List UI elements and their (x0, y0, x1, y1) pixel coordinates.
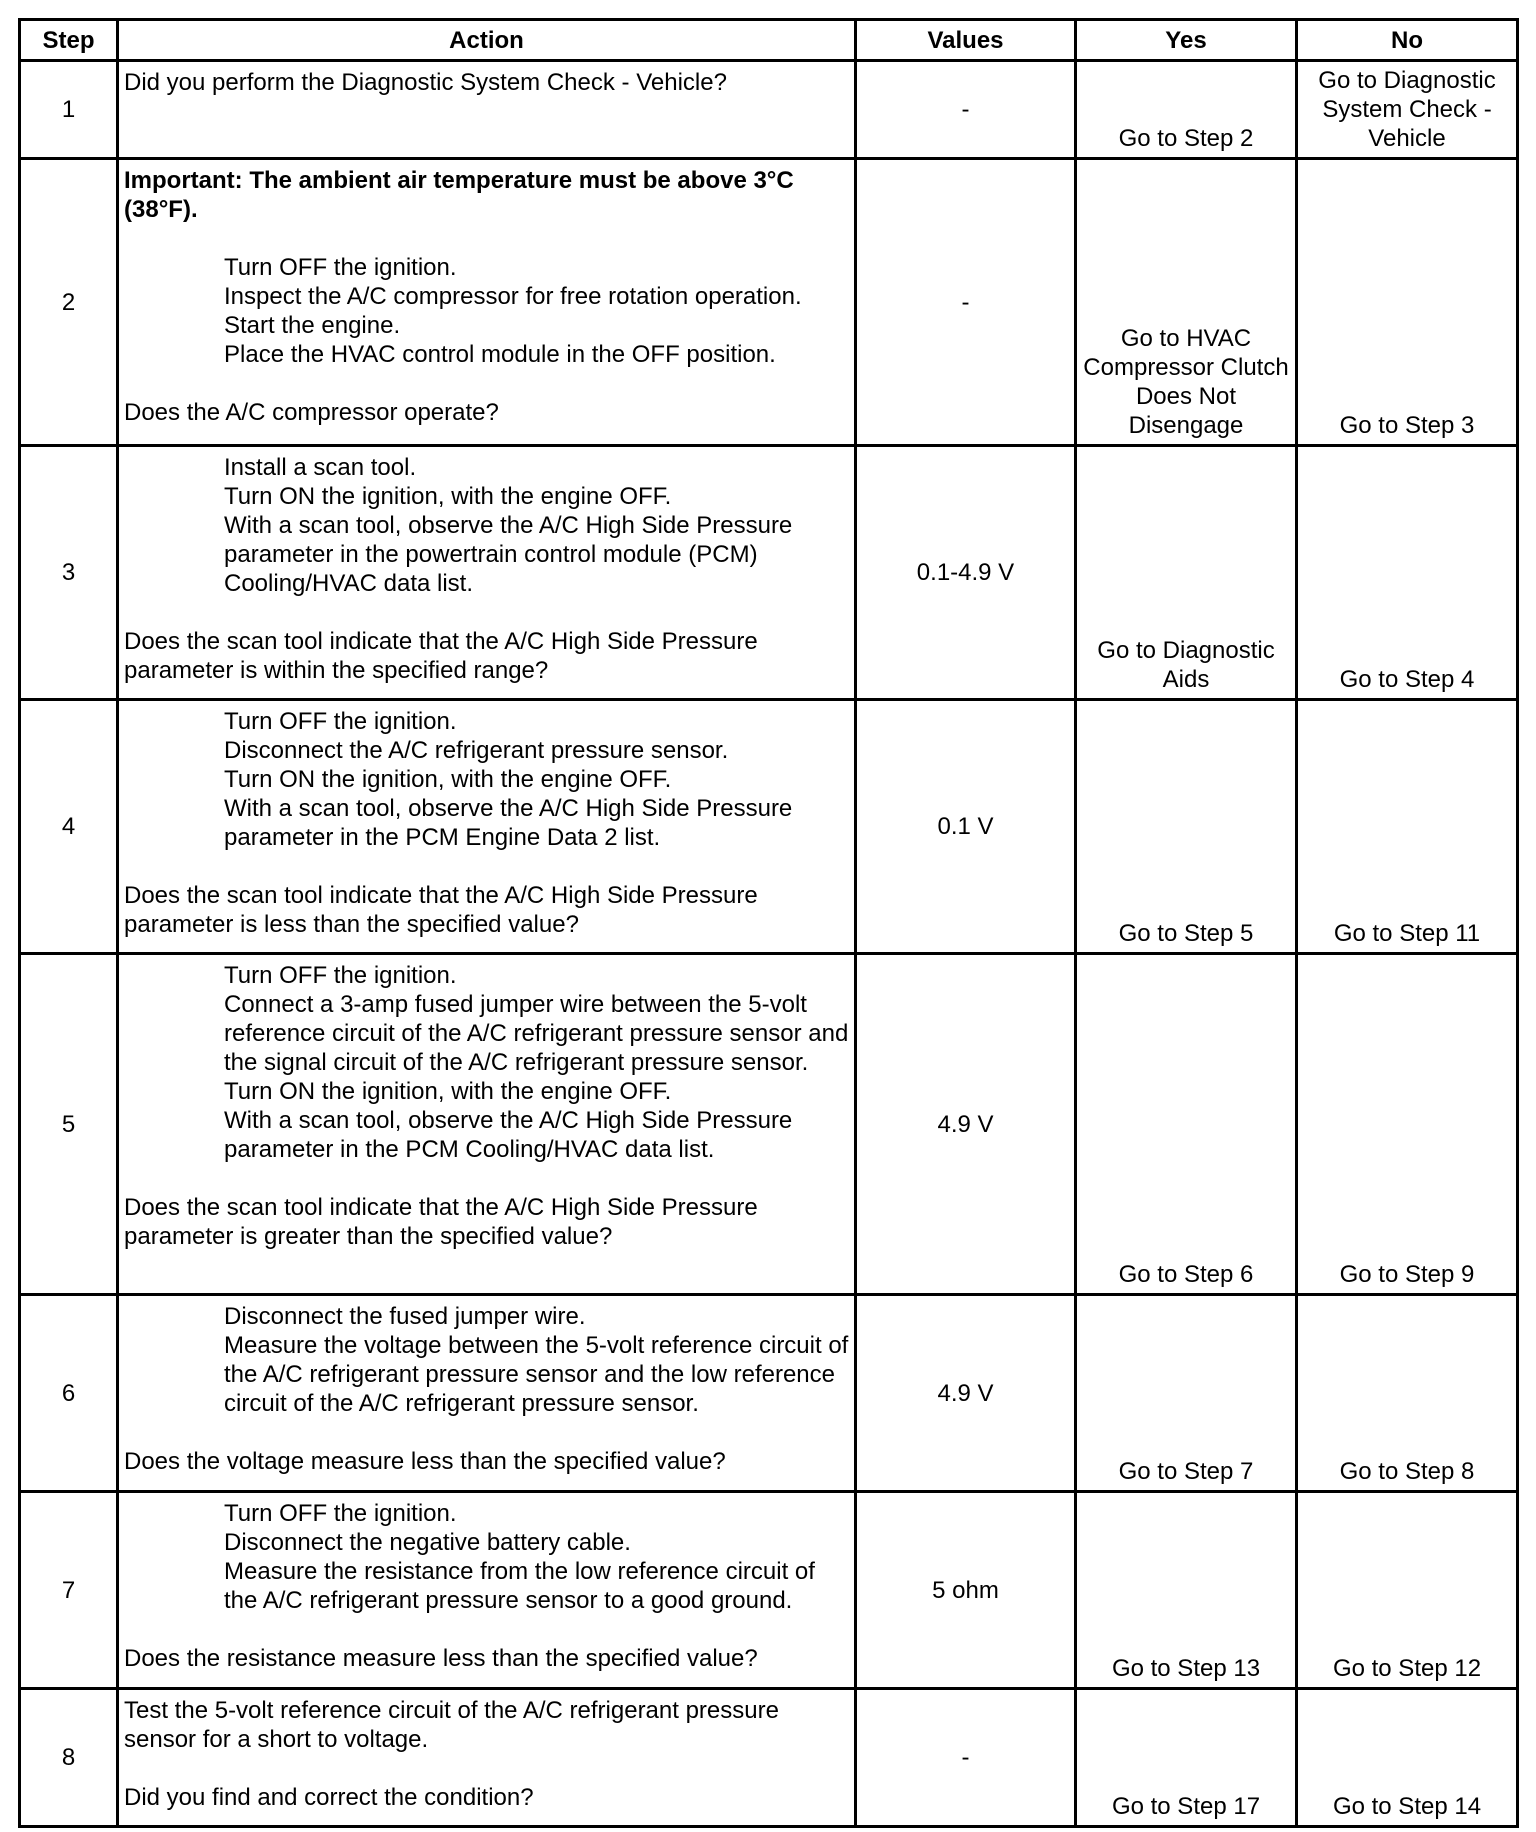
no-cell: Go to Step 8 (1297, 1295, 1518, 1492)
header-no: No (1297, 20, 1518, 61)
header-values: Values (856, 20, 1076, 61)
step-number: 4 (20, 700, 118, 954)
yes-cell: Go to Diagnostic Aids (1076, 446, 1297, 700)
substep: With a scan tool, observe the A/C High Side Pressure parameter in the PCM Engine Data 2 list. (224, 795, 793, 851)
action-cell (118, 700, 856, 954)
action-question: Does the scan tool indicate that the A/C High Side Pressure parameter is within the specified range? (124, 628, 758, 684)
value-cell: 4.9 V (856, 1295, 1076, 1492)
table-row (20, 159, 1518, 446)
table-row (20, 954, 1518, 1295)
table-row (20, 1689, 1518, 1827)
action-cell (118, 61, 856, 159)
action-cell (118, 159, 856, 446)
substep: With a scan tool, observe the A/C High Side Pressure parameter in the PCM Cooling/HVAC data list. (224, 1107, 793, 1163)
substep: Turn OFF the ignition. (224, 962, 457, 989)
action-question: Did you find and correct the condition? (124, 1784, 534, 1811)
step-number: 2 (20, 159, 118, 446)
value-cell: - (856, 159, 1076, 446)
substep: Place the HVAC control module in the OFF position. (224, 341, 776, 368)
action-question: Does the scan tool indicate that the A/C High Side Pressure parameter is greater than the specified value? (124, 1194, 758, 1250)
yes-cell: Go to Step 2 (1076, 61, 1297, 159)
action-cell (118, 1689, 856, 1827)
substep: Connect a 3-amp fused jumper wire between the 5-volt reference circuit of the A/C refrigerant pressure sensor and the signal circuit of the A/C refrigerant pressure sensor. (224, 991, 849, 1076)
diagnostic-table (18, 18, 1519, 1828)
action-intro: Test the 5-volt reference circuit of the A/C refrigerant pressure sensor for a short to voltage. (124, 1697, 779, 1753)
substep: With a scan tool, observe the A/C High Side Pressure parameter in the powertrain control module (PCM) Cooling/HVAC data list. (224, 512, 793, 597)
substep: Turn ON the ignition, with the engine OFF. (224, 1078, 672, 1105)
substep: Turn OFF the ignition. (224, 254, 457, 281)
substep-list (124, 707, 850, 852)
yes-cell: Go to Step 6 (1076, 954, 1297, 1295)
action-question: Does the A/C compressor operate? (124, 399, 499, 426)
substep: Turn OFF the ignition. (224, 1500, 457, 1527)
substep: Start the engine. (224, 312, 401, 339)
substep: Inspect the A/C compressor for free rotation operation. (224, 283, 802, 310)
step-number: 8 (20, 1689, 118, 1827)
substep: Measure the voltage between the 5-volt reference circuit of the A/C refrigerant pressure sensor and the low reference circuit of the A/C refrigerant pressure sensor. (224, 1332, 849, 1417)
substep: Turn OFF the ignition. (224, 708, 457, 735)
step-number: 3 (20, 446, 118, 700)
yes-cell: Go to Step 13 (1076, 1492, 1297, 1689)
substep-list (124, 453, 850, 598)
header-yes: Yes (1076, 20, 1297, 61)
step-number: 5 (20, 954, 118, 1295)
yes-cell: Go to Step 17 (1076, 1689, 1297, 1827)
no-cell: Go to Step 11 (1297, 700, 1518, 954)
action-question: Does the voltage measure less than the specified value? (124, 1448, 726, 1475)
substep: Disconnect the negative battery cable. (224, 1529, 631, 1556)
value-cell: 0.1-4.9 V (856, 446, 1076, 700)
substep: Turn ON the ignition, with the engine OFF. (224, 766, 672, 793)
step-number: 6 (20, 1295, 118, 1492)
no-cell: Go to Step 4 (1297, 446, 1518, 700)
step-number: 7 (20, 1492, 118, 1689)
substep: Turn ON the ignition, with the engine OFF. (224, 483, 672, 510)
no-cell: Go to Diagnostic System Check - Vehicle (1297, 61, 1518, 159)
yes-cell: Go to HVAC Compressor Clutch Does Not Disengage (1076, 159, 1297, 446)
header-action: Action (118, 20, 856, 61)
no-cell: Go to Step 9 (1297, 954, 1518, 1295)
table-row (20, 61, 1518, 159)
no-cell: Go to Step 12 (1297, 1492, 1518, 1689)
action-intro: Did you perform the Diagnostic System Check - Vehicle? (124, 69, 727, 96)
important-note: Important: The ambient air temperature must be above 3°C (38°F). (124, 167, 794, 223)
value-cell: 0.1 V (856, 700, 1076, 954)
action-question: Does the resistance measure less than the specified value? (124, 1645, 758, 1672)
table-row (20, 446, 1518, 700)
table-row (20, 1492, 1518, 1689)
header-step: Step (20, 20, 118, 61)
action-cell (118, 1295, 856, 1492)
substep: Disconnect the A/C refrigerant pressure sensor. (224, 737, 729, 764)
header-row (20, 20, 1518, 61)
value-cell: 4.9 V (856, 954, 1076, 1295)
no-cell: Go to Step 14 (1297, 1689, 1518, 1827)
action-cell (118, 446, 856, 700)
action-question: Does the scan tool indicate that the A/C High Side Pressure parameter is less than the specified value? (124, 882, 758, 938)
substep-list (124, 1302, 850, 1418)
substep: Disconnect the fused jumper wire. (224, 1303, 586, 1330)
step-number: 1 (20, 61, 118, 159)
substep: Install a scan tool. (224, 454, 417, 481)
value-cell: 5 ohm (856, 1492, 1076, 1689)
table-row (20, 700, 1518, 954)
substep-list (124, 253, 850, 369)
table-row (20, 1295, 1518, 1492)
yes-cell: Go to Step 5 (1076, 700, 1297, 954)
substep: Measure the resistance from the low reference circuit of the A/C refrigerant pressure sensor to a good ground. (224, 1558, 815, 1614)
yes-cell: Go to Step 7 (1076, 1295, 1297, 1492)
substep-list (124, 961, 850, 1164)
action-cell (118, 954, 856, 1295)
action-cell (118, 1492, 856, 1689)
value-cell: - (856, 1689, 1076, 1827)
value-cell: - (856, 61, 1076, 159)
substep-list (124, 1499, 850, 1615)
no-cell: Go to Step 3 (1297, 159, 1518, 446)
